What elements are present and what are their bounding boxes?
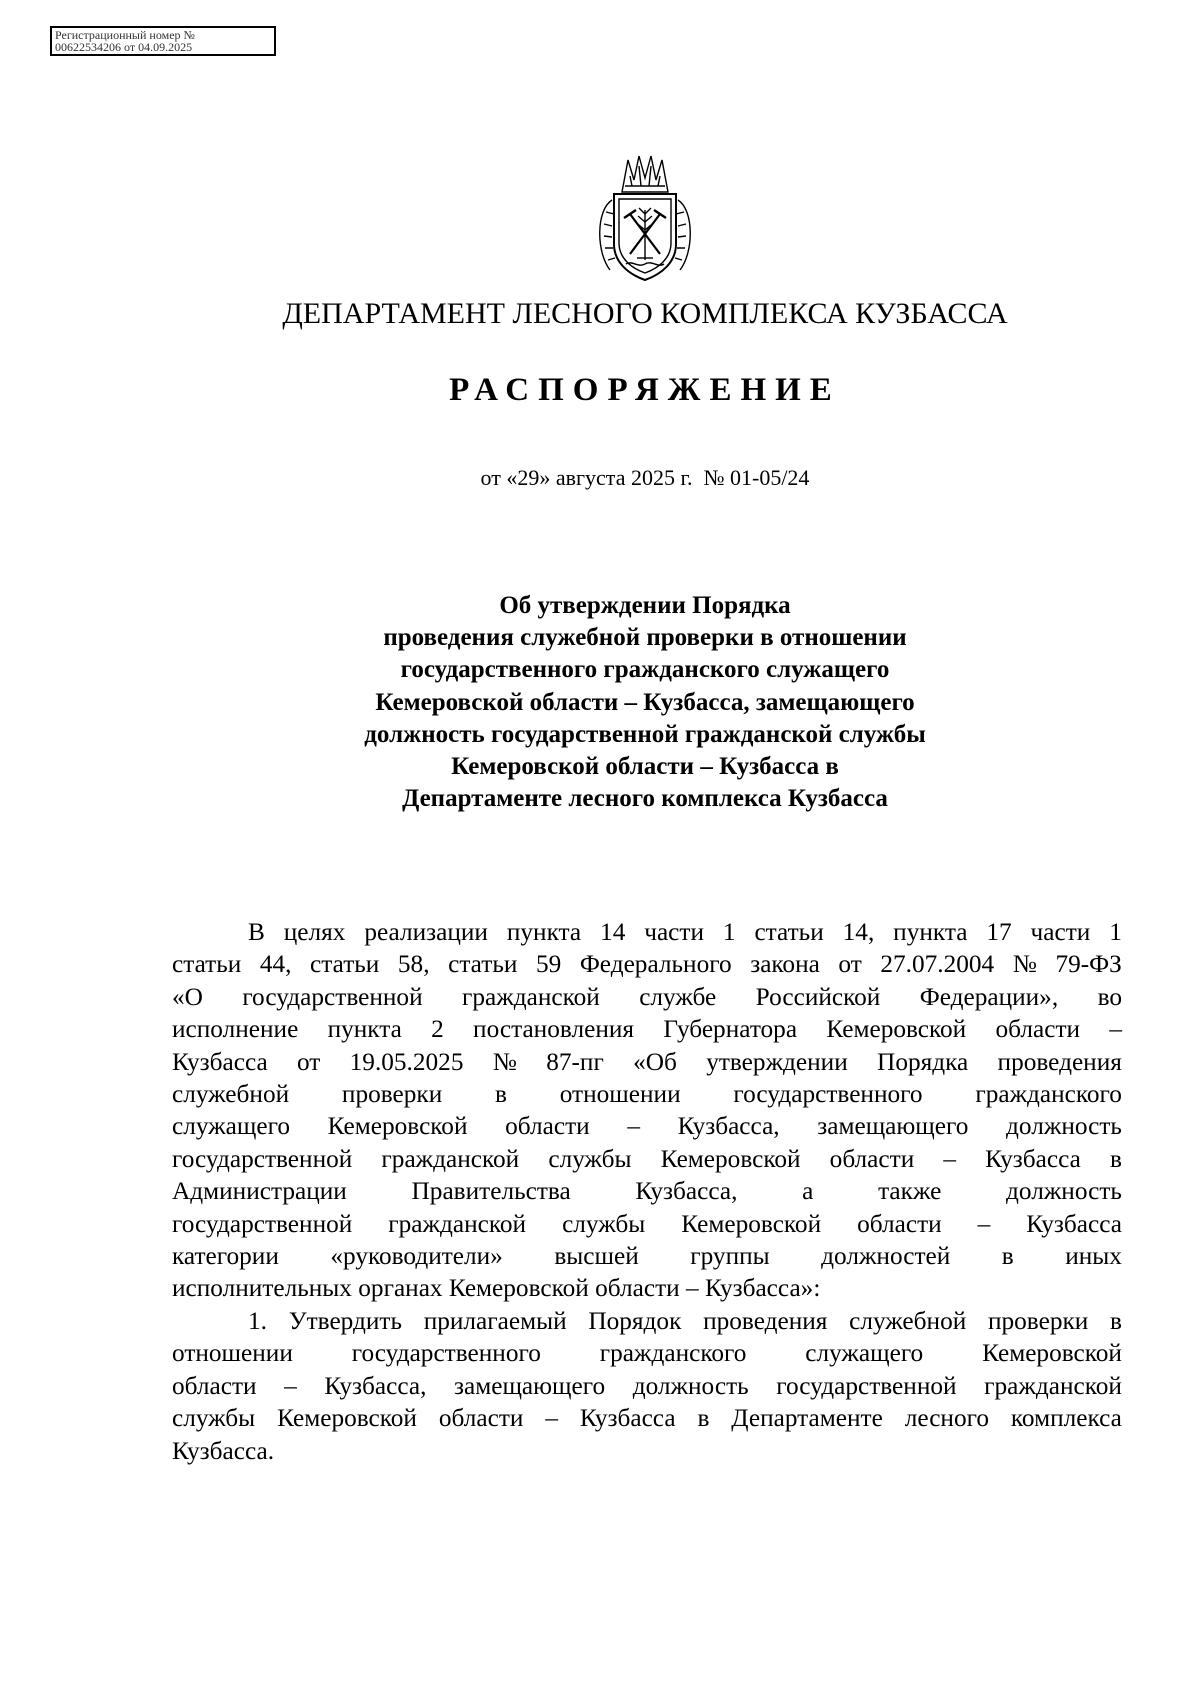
word: гражданской: [984, 1371, 1122, 1400]
word: исполнительных органах Кемеровской области – Кузбасса»:: [172, 1274, 821, 1303]
word: Федерации»,: [919, 982, 1059, 1011]
word: прилагаемый: [423, 1306, 567, 1335]
word: статьи: [172, 950, 242, 979]
word: гражданского: [599, 1339, 747, 1368]
paragraph-line: [172, 1370, 1122, 1402]
paragraph-line: [172, 1305, 1122, 1337]
word: службы: [172, 1404, 256, 1433]
word: Кемеровской: [277, 1404, 417, 1433]
word: государственной: [776, 1371, 957, 1400]
word: Кемеровской: [681, 1209, 822, 1238]
word: 79-ФЗ: [1055, 950, 1122, 979]
paragraph-line: [172, 948, 1122, 980]
word: области: [995, 1015, 1081, 1044]
word: замещающего: [453, 1371, 606, 1400]
word: пункта: [327, 1015, 402, 1044]
word: государственного: [733, 1080, 923, 1109]
word: 1: [1109, 918, 1122, 946]
word: «О: [172, 982, 203, 1011]
word: группы: [690, 1242, 770, 1271]
word: должность: [1006, 1112, 1122, 1141]
word: Кузбасса,: [677, 1112, 780, 1141]
document-date-number: от «29» августа 2025 г. № 01-05/24: [480, 465, 810, 490]
word: области: [505, 1112, 590, 1141]
word: служебной: [172, 1080, 290, 1109]
word: категории: [172, 1242, 279, 1271]
word: статьи: [754, 918, 824, 946]
word: части: [1030, 918, 1091, 946]
word: Кузбасса: [985, 1144, 1081, 1173]
paragraph-line: [172, 1013, 1122, 1045]
word: проведения: [703, 1306, 828, 1335]
word: Порядка: [877, 1047, 969, 1076]
word: 17: [986, 918, 1012, 946]
word: в: [1110, 1306, 1122, 1335]
paragraph-item-1: [172, 1305, 1122, 1467]
department-title: ДЕПАРТАМЕНТ ЛЕСНОГО КОМПЛЕКСА КУЗБАССА: [282, 297, 1008, 330]
word: Кузбасса: [579, 1404, 676, 1433]
word: в: [697, 1404, 710, 1433]
word: гражданской: [462, 982, 600, 1011]
word: пункта: [893, 918, 968, 946]
paragraph-line: [172, 1143, 1122, 1175]
word: 19.05.2025: [349, 1047, 464, 1076]
word: –: [545, 1404, 558, 1433]
word: Утвердить: [288, 1306, 402, 1335]
word: области: [438, 1404, 524, 1433]
word: области: [829, 1144, 915, 1173]
word: 14: [600, 918, 626, 946]
word: 1.: [248, 1306, 267, 1335]
word: Кемеровской: [982, 1339, 1122, 1368]
word: Департаменте: [731, 1404, 883, 1433]
word: «Об: [633, 1047, 677, 1076]
word: области: [172, 1371, 257, 1400]
word: государственного: [351, 1339, 541, 1368]
word: проведения: [997, 1047, 1122, 1076]
paragraph-line: [172, 1175, 1122, 1207]
word: проверки: [341, 1080, 443, 1109]
document-body: [172, 916, 1122, 1467]
word: должность: [632, 1371, 749, 1400]
word: высшей: [554, 1242, 639, 1271]
word: от: [296, 1047, 321, 1076]
word: В: [248, 918, 265, 946]
word: замещающего: [817, 1112, 969, 1141]
paragraph-line: [172, 916, 1122, 948]
word: а: [802, 1177, 814, 1206]
word: в: [1001, 1242, 1014, 1271]
word: Порядок: [588, 1306, 682, 1335]
word: также: [878, 1177, 942, 1206]
word: исполнение: [172, 1015, 299, 1044]
paragraph-line: [172, 1435, 1122, 1467]
paragraph-line: [172, 1272, 1122, 1304]
word: иных: [1065, 1242, 1122, 1271]
word: Правительства: [411, 1177, 571, 1206]
word: №: [492, 1047, 517, 1076]
word: №: [1012, 950, 1037, 979]
word: Кузбасса,: [324, 1371, 427, 1400]
word: Кузбасса.: [172, 1436, 275, 1465]
word: служебной: [849, 1306, 967, 1335]
word: службы: [548, 1144, 632, 1173]
word: от: [838, 950, 862, 979]
paragraph-line: [172, 1402, 1122, 1434]
word: Кузбасса: [172, 1047, 268, 1076]
word: –: [943, 1144, 957, 1173]
paragraph-preamble: [172, 916, 1122, 1305]
paragraph-line: [172, 1046, 1122, 1078]
word: комплекса: [1010, 1404, 1122, 1433]
paragraph-line: [172, 1208, 1122, 1240]
word: проверки: [987, 1306, 1089, 1335]
word: статьи: [448, 950, 518, 979]
word: гражданской: [381, 1144, 520, 1173]
word: пункта: [506, 918, 582, 946]
subject-line: должность государственной гражданской службы: [364, 720, 926, 748]
word: отношении: [172, 1339, 293, 1368]
word: –: [1109, 1015, 1122, 1044]
word: статьи: [310, 950, 380, 979]
word: 2: [431, 1015, 444, 1044]
word: должность: [1006, 1177, 1122, 1206]
paragraph-line: [172, 1337, 1122, 1369]
word: во: [1097, 982, 1122, 1011]
word: Кузбасса,: [635, 1177, 738, 1206]
word: –: [627, 1112, 640, 1141]
word: 87-пг: [546, 1047, 604, 1076]
word: государственной: [172, 1144, 353, 1173]
word: должностей: [821, 1242, 951, 1271]
word: отношении: [559, 1080, 681, 1109]
word: в: [495, 1080, 507, 1109]
paragraph-line: [172, 1240, 1122, 1272]
word: государственной: [242, 982, 423, 1011]
registration-stamp-line-1: Регистрационный номер №: [55, 28, 195, 42]
word: службе: [639, 982, 717, 1011]
paragraph-line: [172, 1078, 1122, 1110]
registration-stamp-line-2: 00622534206 от 04.09.2025: [55, 40, 193, 54]
subject-line: проведения служебной проверки в отношении: [383, 624, 907, 652]
word: Российской: [755, 982, 881, 1011]
paragraph-line: [172, 981, 1122, 1013]
word: 59: [535, 950, 562, 979]
word: Губернатора: [663, 1015, 798, 1044]
word: Федерального: [579, 950, 732, 979]
document-subject: [200, 590, 1090, 815]
word: 14,: [842, 918, 875, 946]
word: служащего: [172, 1112, 290, 1141]
word: «руководители»: [330, 1242, 503, 1271]
word: реализации: [364, 918, 488, 946]
document-type-heading: РАСПОРЯЖЕНИЕ: [449, 372, 841, 408]
subject-line: Кемеровской области – Кузбасса, замещающего: [375, 688, 915, 716]
word: 1: [722, 918, 736, 946]
word: утверждении: [706, 1047, 848, 1076]
subject-line: Об утверждении Порядка: [499, 592, 791, 619]
word: 27.07.2004: [880, 950, 995, 979]
word: 58,: [397, 950, 430, 979]
word: гражданской: [388, 1209, 527, 1238]
subject-line: Кемеровской области – Кузбасса в: [451, 753, 839, 781]
word: лесного: [904, 1404, 990, 1433]
subject-line: Департаменте лесного комплекса Кузбасса: [402, 785, 888, 813]
word: –: [284, 1371, 297, 1400]
word: целях: [283, 918, 346, 946]
kuzbass-coat-of-arms-icon: [592, 152, 698, 284]
word: части: [644, 918, 705, 946]
word: Кузбасса: [1026, 1209, 1122, 1238]
word: Кемеровской: [826, 1015, 967, 1044]
word: Кемеровской: [660, 1144, 801, 1173]
word: государственной: [172, 1209, 353, 1238]
word: закона: [750, 950, 820, 979]
word: постановления: [473, 1015, 635, 1044]
word: 44,: [259, 950, 292, 979]
subject-line: государственного гражданского служащего: [400, 656, 890, 684]
word: –: [977, 1209, 991, 1238]
word: Кемеровской: [327, 1112, 468, 1141]
word: гражданского: [975, 1080, 1122, 1109]
word: Администрации: [172, 1177, 347, 1206]
word: службы: [562, 1209, 646, 1238]
word: в: [1109, 1144, 1122, 1173]
paragraph-line: [172, 1110, 1122, 1142]
word: служащего: [805, 1339, 924, 1368]
word: области: [857, 1209, 942, 1238]
registration-stamp: [50, 26, 276, 56]
